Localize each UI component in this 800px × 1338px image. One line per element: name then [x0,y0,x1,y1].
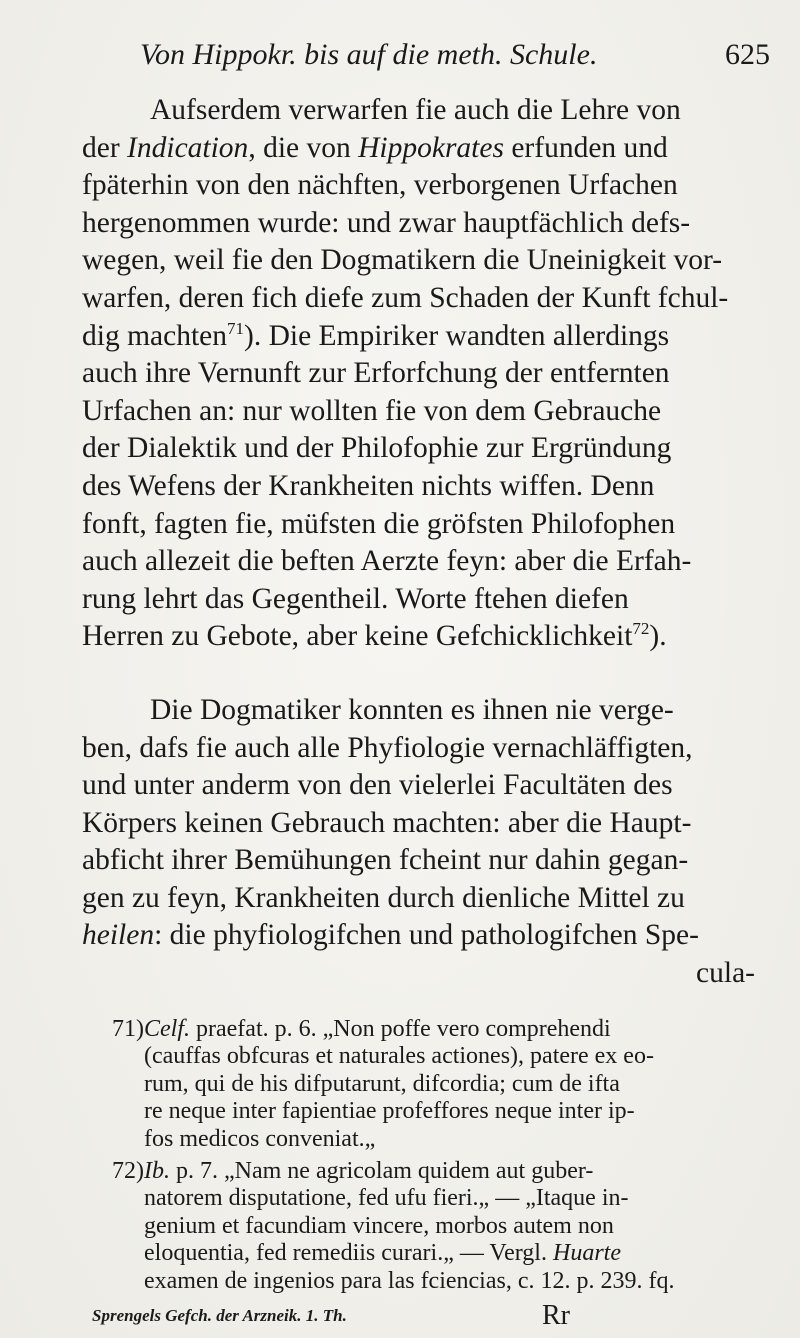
italic-term: Huarte [552,1240,621,1267]
italic-term: Ib. [144,1158,170,1185]
text-line [144,1240,764,1267]
text-line [82,355,755,393]
italic-term: Celf. [144,1016,190,1042]
line-text: auch allezeit die beften Aerzte feyn: aber die Erfah- [82,545,692,578]
text-line [144,1043,764,1070]
text-line [82,468,755,506]
text-line [82,430,755,468]
text-line [82,318,755,356]
paragraph-1 [82,92,755,656]
italic-term: heilen [82,919,155,952]
line-text: erfunden und [503,131,668,164]
text-line [144,1158,764,1185]
text-line [82,92,755,130]
text-line [144,1071,764,1098]
line-text: gen zu feyn, Krankheiten durch dienliche Mittel zu [82,881,685,914]
line-text: Die Dogmatiker konnten es ihnen nie verge- [150,693,674,726]
page-number: 625 [725,38,770,71]
text-line [82,543,755,581]
line-text: rung lehrt das Gegentheil. Worte ftehen diefen [82,582,629,615]
line-text: ). Die Empiriker wandten allerdings [244,319,670,352]
text-line [144,1016,764,1043]
line-text: (cauffas obfcuras et naturales actiones), patere ex eo- [144,1043,654,1070]
footnote-number: 71) [112,1016,144,1042]
line-text: der Dialektik und der Philofophie zur Ergründung [82,432,672,465]
running-title: Von Hippokr. bis auf die meth. Schule. [140,38,598,71]
text-line [82,692,755,730]
line-text: praefat. p. 6. „Non poffe vero comprehendi [190,1016,611,1042]
italic-term: Hippokrates [358,131,504,164]
sheet-mark: Rr [542,1300,570,1331]
line-text: natorem disputatione, fed ufu fieri.„ — „Itaque in- [144,1185,629,1212]
text-line [82,280,755,318]
text-line [144,1098,764,1125]
line-text: eloquentia, fed remediis curari.„ — Vergl. [144,1240,553,1267]
paragraph-gap [82,656,755,692]
line-text: Aufserdem verwarfen fie auch die Lehre von [150,94,681,126]
line-text: genium et facundiam vincere, morbos autem non [144,1212,614,1239]
text-line [82,618,755,656]
line-text: fpäterhin von den nächften, verborgenen Urfachen [82,169,678,202]
footnote-number: 72) [112,1158,144,1185]
footnote-reference: 71 [227,318,244,338]
text-line [82,880,755,918]
line-text: wegen, weil fie den Dogmatikern die Uneinigkeit vor- [82,244,723,277]
footnotes [82,1016,764,1300]
line-text: re neque inter fapientiae profeffores neque inter ip- [144,1098,635,1125]
text-line [82,167,755,205]
line-text: Körpers keinen Gebrauch machten: aber die Haupt- [82,806,692,839]
line-text: : die phyfiologifchen und pathologifchen Spe- [154,919,699,952]
text-line [82,917,755,955]
line-text: dig machten [82,319,227,352]
footnote-reference: 72 [632,619,650,639]
line-text: rum, qui de his difputarunt, difcordia; cum de ifta [144,1070,620,1097]
text-line [144,1213,764,1240]
catchword: cula- [696,957,755,990]
text-line [82,767,755,805]
text-line [82,842,755,880]
signature-line: Sprengels Gefch. der Arzneik. 1. Th. [92,1306,347,1325]
line-text: fonft, fagten fie, müfsten die gröfsten Philofophen [82,507,676,540]
line-text: examen de ingenios para las fciencias, c. 12. p. 239. fq. [144,1267,675,1294]
line-text: Urfachen an: nur wollten fie von dem Gebrauche [82,394,662,427]
line-text: warfen, deren fich diefe zum Schaden der Kunft fchul- [82,281,729,314]
line-text: des Wefens der Krankheiten nichts wiffen. Denn [82,469,655,502]
line-text: und unter anderm von den vielerlei Facultäten des [82,769,673,802]
main-text [82,92,755,993]
text-line [82,205,755,243]
text-line [82,805,755,843]
footnote [82,1016,764,1153]
text-line [82,730,755,768]
line-text: der [82,131,128,164]
text-line [82,393,755,431]
page-header [140,38,770,78]
line-text: ). [649,620,667,653]
italic-term: Indication [127,131,249,164]
line-text: fos medicos conveniat.„ [144,1125,376,1152]
line-text: Herren zu Gebote, aber keine Gefchicklichkeit [82,620,633,653]
line-text: abficht ihrer Bemühungen fcheint nur dahin gegan- [82,844,689,877]
footnote [82,1158,764,1295]
line-text: auch ihre Vernunft zur Erforfchung der entfernten [82,357,670,390]
text-line [82,130,755,168]
paragraph-2 [82,692,755,955]
text-line [82,506,755,544]
text-line [144,1185,764,1212]
line-text: ben, dafs fie auch alle Phyfiologie vernachläffigten, [82,731,693,764]
line-text: hergenommen wurde: und zwar hauptfächlich defs- [82,206,691,239]
text-line [144,1268,764,1295]
text-line [82,581,755,619]
text-line [82,242,755,280]
line-text: , die von [248,131,359,164]
text-line [144,1126,764,1153]
line-text: p. 7. „Nam ne agricolam quidem aut guber- [170,1158,594,1185]
